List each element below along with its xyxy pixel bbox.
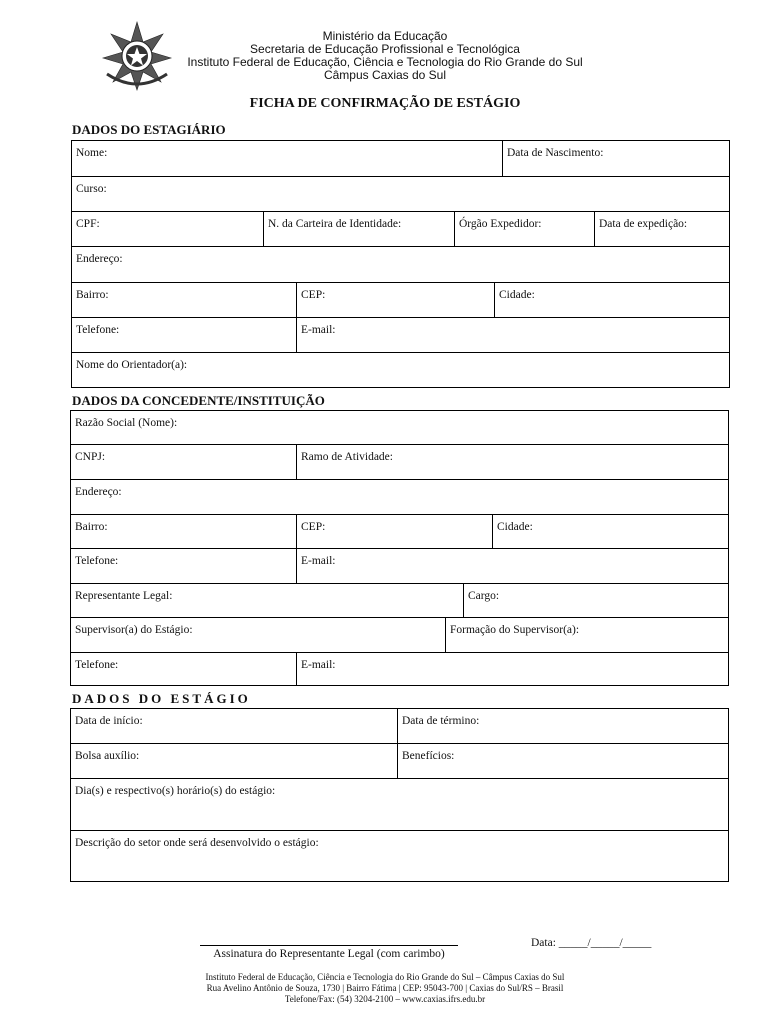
table-row [71, 549, 728, 584]
signature-label: Assinatura do Representante Legal (com carimbo) [213, 948, 445, 960]
field-supervisor[interactable]: Supervisor(a) do Estágio: [71, 618, 446, 652]
header-line-institute: Instituto Federal de Educação, Ciência e Tecnologia do Rio Grande do Sul [187, 55, 583, 69]
field-ramo-atividade[interactable]: Ramo de Atividade: [301, 451, 393, 463]
field-data-inicio[interactable]: Data de início: [71, 709, 398, 743]
table-row [71, 515, 728, 549]
footer [150, 972, 620, 1005]
field-representante-legal[interactable]: Representante Legal: [71, 584, 464, 617]
section-title-estagiario: DADOS DO ESTAGIÁRIO [72, 122, 226, 137]
table-row [72, 353, 729, 387]
institution-header [180, 30, 590, 82]
field-bairro[interactable]: Bairro: [72, 283, 297, 317]
field-curso[interactable]: Curso: [76, 183, 107, 195]
footer-line-contact: Telefone/Fax: (54) 3204-2100 – www.caxias.ifrs.edu.br [284, 994, 486, 1004]
table-row [71, 709, 728, 744]
field-endereco-concedente[interactable]: Endereço: [75, 486, 122, 498]
field-cidade[interactable]: Cidade: [499, 289, 535, 301]
header-line-ministry: Ministério da Educação [322, 29, 448, 43]
field-cnpj[interactable]: CNPJ: [71, 445, 297, 479]
table-row [71, 584, 728, 618]
header-line-secretary: Secretaria de Educação Profissional e Tecnológica [250, 42, 520, 56]
field-bairro-concedente[interactable]: Bairro: [71, 515, 297, 548]
field-email-concedente[interactable]: E-mail: [301, 555, 336, 567]
table-row [71, 445, 728, 480]
concedente-table [70, 410, 729, 686]
table-row [72, 247, 729, 283]
footer-line-institute: Instituto Federal de Educação, Ciência e Tecnologia do Rio Grande do Sul – Câmpus Caxias do Sul [205, 972, 565, 982]
table-row [71, 411, 728, 445]
table-row [71, 618, 728, 653]
field-data-nascimento[interactable]: Data de Nascimento: [507, 147, 604, 159]
table-row [72, 283, 729, 318]
field-cargo[interactable]: Cargo: [468, 590, 500, 602]
field-data-expedicao[interactable]: Data de expedição: [599, 218, 688, 230]
coat-of-arms-icon [101, 20, 173, 92]
table-row [72, 212, 729, 247]
field-orientador[interactable]: Nome do Orientador(a): [76, 359, 188, 371]
table-row [71, 831, 728, 881]
field-formacao-supervisor[interactable]: Formação do Supervisor(a): [450, 624, 580, 636]
field-nome[interactable]: Nome: [72, 141, 503, 176]
field-telefone[interactable]: Telefone: [72, 318, 297, 352]
table-row [72, 177, 729, 212]
field-email-supervisor[interactable]: E-mail: [301, 659, 336, 671]
table-row [71, 779, 728, 831]
field-email[interactable]: E-mail: [301, 324, 336, 336]
field-data-termino[interactable]: Data de término: [402, 715, 480, 727]
field-dias-horarios[interactable]: Dia(s) e respectivo(s) horário(s) do estágio: [75, 785, 276, 797]
footer-line-address: Rua Avelino Antônio de Souza, 1730 | Bairro Fátima | CEP: 95043-700 | Caxias do Sul/RS – Brasil [206, 983, 564, 993]
table-row [72, 141, 729, 177]
field-bolsa-auxilio[interactable]: Bolsa auxílio: [71, 744, 398, 778]
field-descricao-setor[interactable]: Descrição do setor onde será desenvolvido o estágio: [75, 837, 319, 849]
document-title: FICHA DE CONFIRMAÇÃO DE ESTÁGIO [249, 96, 521, 111]
section-title-concedente: DADOS DA CONCEDENTE/INSTITUIÇÃO [72, 393, 325, 408]
field-telefone-supervisor[interactable]: Telefone: [71, 653, 297, 685]
field-beneficios[interactable]: Benefícios: [402, 750, 455, 762]
section-title-estagio: DADOS DO ESTÁGIO [72, 691, 251, 706]
field-cep[interactable]: CEP: [297, 283, 495, 317]
field-telefone-concedente[interactable]: Telefone: [71, 549, 297, 583]
table-row [71, 480, 728, 515]
table-row [71, 653, 728, 685]
field-razao-social[interactable]: Razão Social (Nome): [75, 417, 178, 429]
estagio-table [70, 708, 729, 882]
field-orgao-expedidor[interactable]: Órgão Expedidor: [455, 212, 595, 246]
field-endereco[interactable]: Endereço: [76, 253, 123, 265]
date-field[interactable]: Data: _____/_____/_____ [531, 937, 652, 949]
header-line-campus: Câmpus Caxias do Sul [323, 68, 447, 82]
estagiario-table [71, 140, 730, 388]
field-cidade-concedente[interactable]: Cidade: [497, 521, 533, 533]
signature-line[interactable] [200, 945, 458, 946]
table-row [72, 318, 729, 353]
field-cpf[interactable]: CPF: [72, 212, 264, 246]
table-row [71, 744, 728, 779]
field-cep-concedente[interactable]: CEP: [297, 515, 493, 548]
field-identidade[interactable]: N. da Carteira de Identidade: [264, 212, 455, 246]
